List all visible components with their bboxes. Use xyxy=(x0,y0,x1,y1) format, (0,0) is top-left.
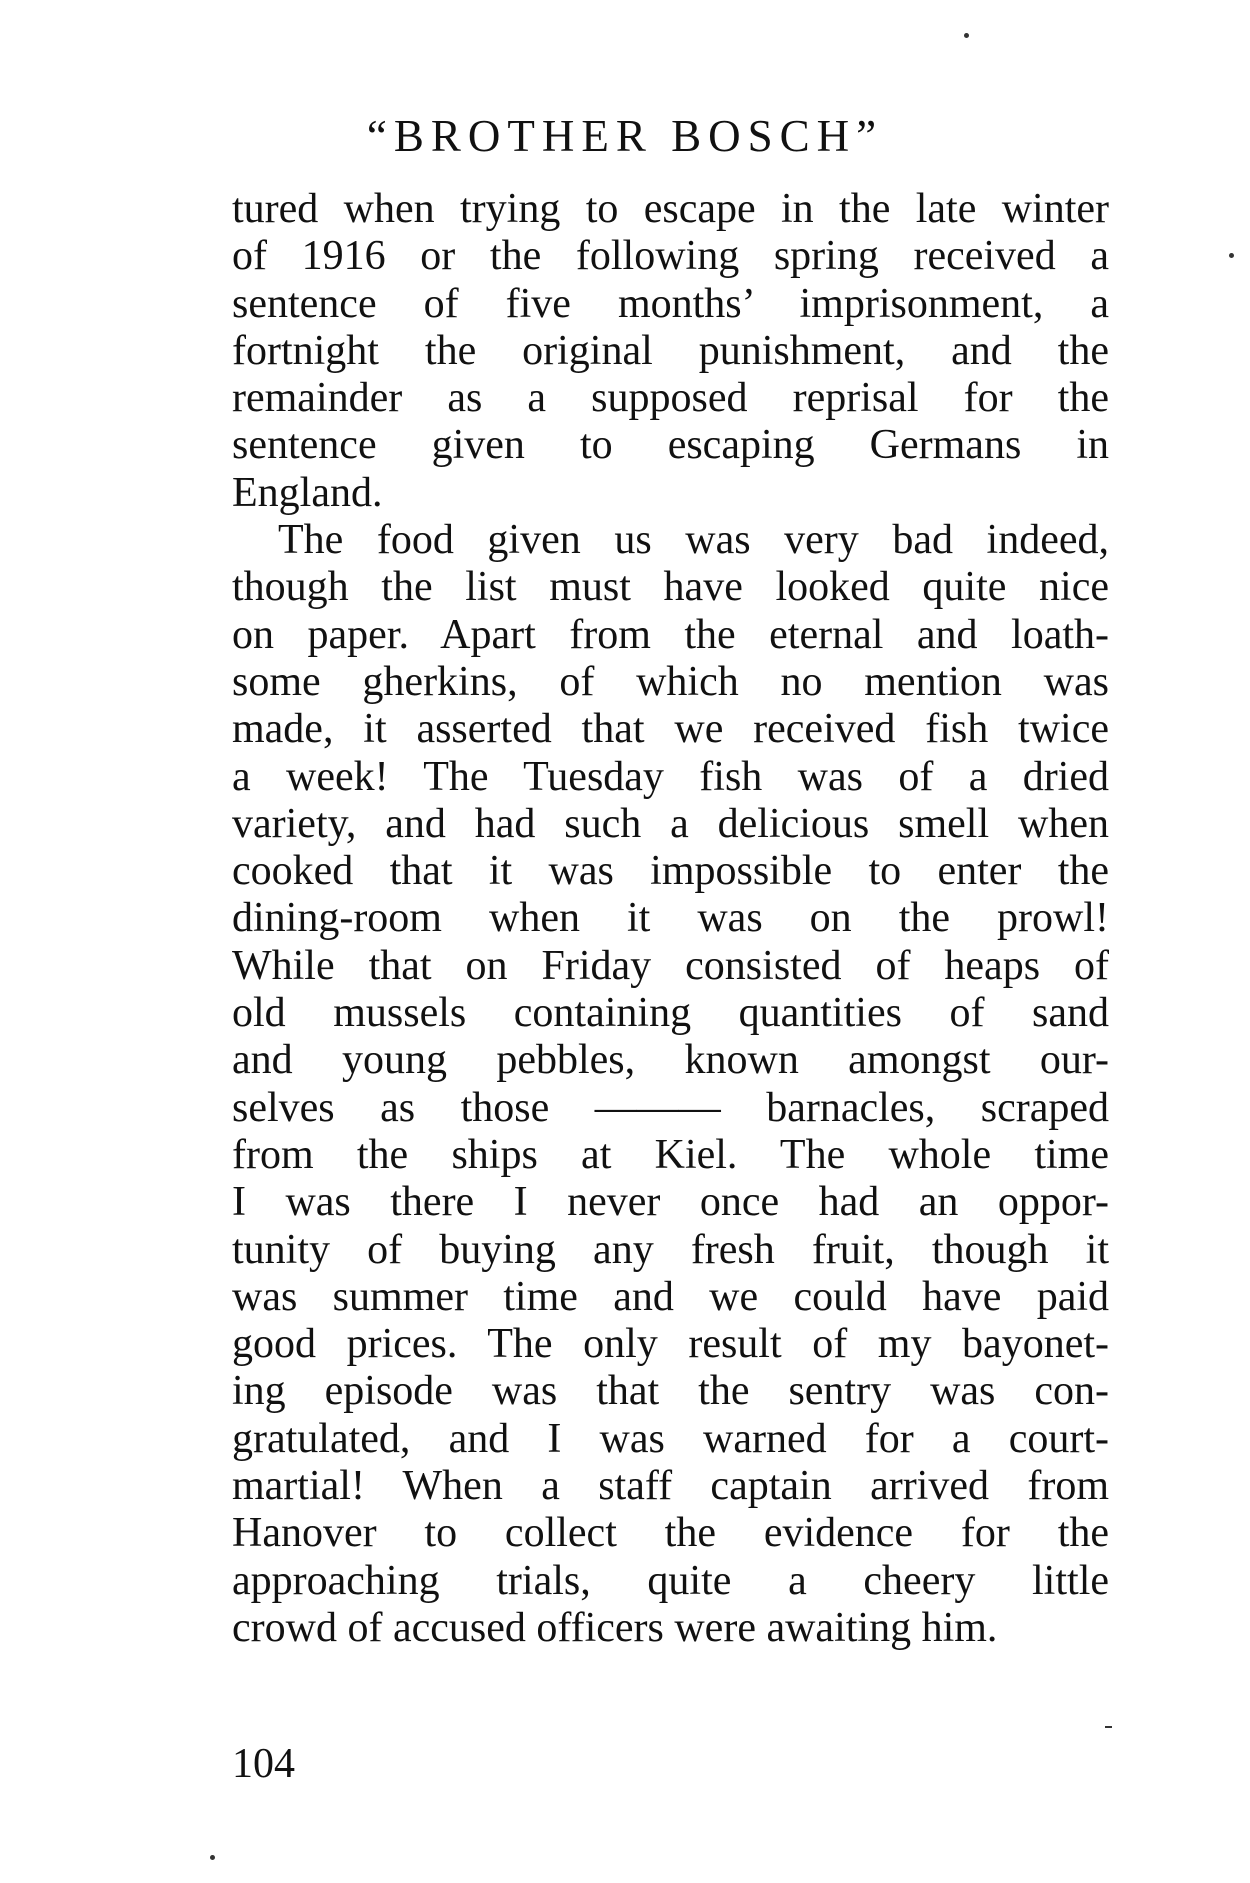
text-line: ing episode was that the sentry was con- xyxy=(232,1368,1109,1415)
text-line: variety, and had such a delicious smell when xyxy=(232,800,1109,847)
text-line: old mussels containing quantities of sand xyxy=(232,990,1109,1037)
text-line: gratulated, and I was warned for a court- xyxy=(232,1415,1109,1462)
text-line: on paper. Apart from the eternal and loath- xyxy=(232,611,1109,658)
text-line: cooked that it was impossible to enter the xyxy=(232,848,1109,895)
text-line: from the ships at Kiel. The whole time xyxy=(232,1131,1109,1178)
text-line: I was there I never once had an oppor- xyxy=(232,1179,1109,1226)
text-line: tunity of buying any fresh fruit, though it xyxy=(232,1226,1109,1273)
text-line: and young pebbles, known amongst our- xyxy=(232,1037,1109,1084)
text-line: though the list must have looked quite nice xyxy=(232,564,1109,611)
text-line: some gherkins, of which no mention was xyxy=(232,658,1109,705)
page-number: 104 xyxy=(232,1741,295,1787)
text-line: good prices. The only result of my bayonet- xyxy=(232,1321,1109,1368)
scan-speck xyxy=(210,1855,215,1860)
text-line: made, it asserted that we received fish twice xyxy=(232,706,1109,753)
text-line: The food given us was very bad indeed, xyxy=(278,517,1109,564)
text-line: Hanover to collect the evidence for the xyxy=(232,1510,1109,1557)
text-line: approaching trials, quite a cheery little xyxy=(232,1557,1109,1604)
text-line: selves as those ——— barnacles, scraped xyxy=(232,1084,1109,1131)
text-line: dining-room when it was on the prowl! xyxy=(232,895,1109,942)
text-line: a week! The Tuesday fish was of a dried xyxy=(232,753,1109,800)
text-line: was summer time and we could have paid xyxy=(232,1273,1109,1320)
text-line: tured when trying to escape in the late winter xyxy=(232,186,1109,232)
text-line: fortnight the original punishment, and the xyxy=(232,327,1109,374)
scan-speck xyxy=(1229,253,1234,258)
scan-speck xyxy=(964,33,969,38)
scan-speck xyxy=(1105,1726,1112,1728)
text-line: While that on Friday consisted of heaps of xyxy=(232,942,1109,989)
text-line: martial! When a staff captain arrived from xyxy=(232,1463,1109,1510)
text-line: of 1916 or the following spring received a xyxy=(232,233,1109,280)
text-line: remainder as a supposed reprisal for the xyxy=(232,375,1109,422)
text-line: sentence given to escaping Germans in xyxy=(232,422,1109,469)
body-text xyxy=(232,186,1109,1652)
text-line: crowd of accused officers were awaiting him. xyxy=(232,1604,998,1651)
running-head: “BROTHER BOSCH” xyxy=(366,111,884,161)
text-line: sentence of five months’ imprisonment, a xyxy=(232,280,1109,327)
text-line: England. xyxy=(232,469,383,516)
